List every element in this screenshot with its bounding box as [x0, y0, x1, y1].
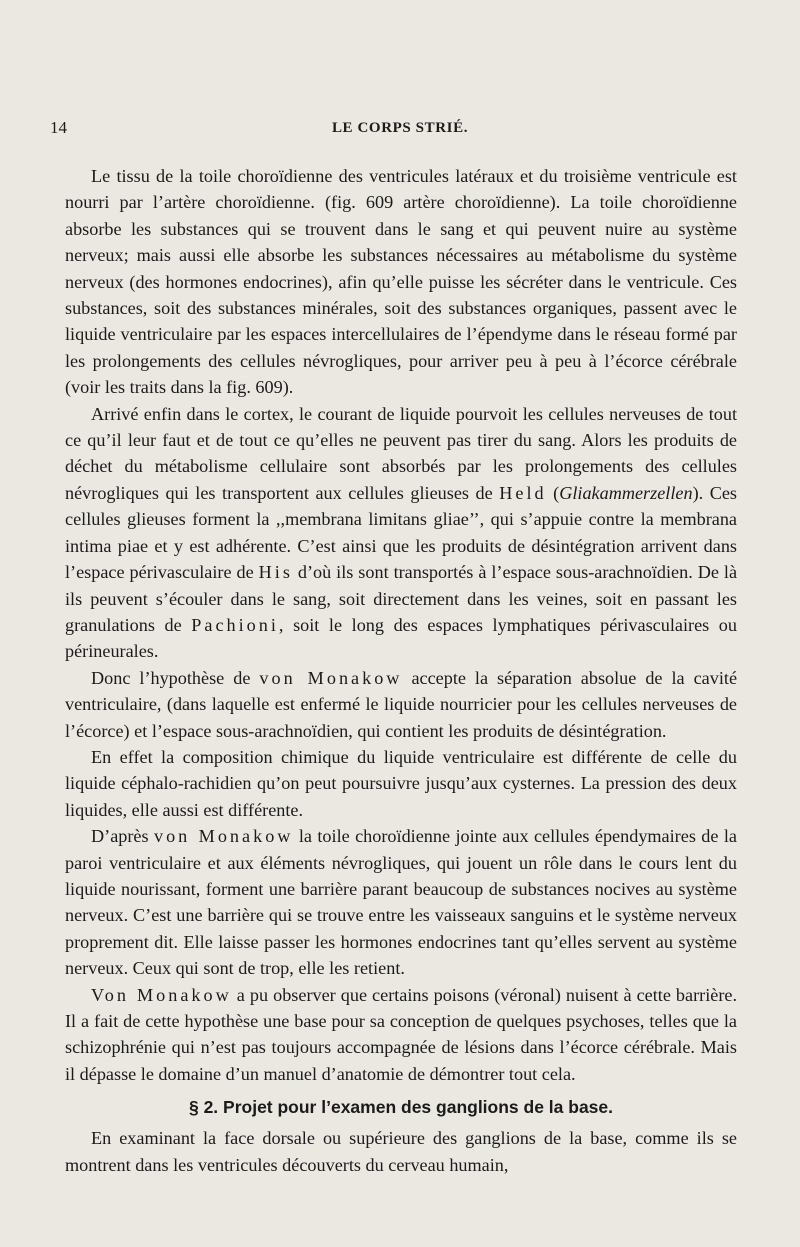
author-name-pachioni: Pachioni — [191, 614, 279, 635]
text-run: accepte la séparation absolue de la cavité ventriculaire, (dans laquelle est enfermé le liquide nourricier pour les cellules nerveuses de l’écorce) et l’espace sous-arachnoïdien, qui contient les produits de désintégration. — [65, 667, 738, 741]
paragraph: Le tissu de la toile choroïdienne des ventricules latéraux et du troisième ventricule est nourri par l’artère choroïdienne. (fig. 609 artère choroïdienne). La toile choroïdienne absorbe les substances qui se trouvent dans le sang et qui peuvent nuire au système nerveux; mais aussi elle absorbe les substances nécessaires au métabolisme du système nerveux (des hormones endocrines), afin qu’elle puisse les sécréter dans le ventricule. Ces substances, soit des substances minérales, soit des substances organiques, passent avec le liquide ventriculaire par les espaces intercellulaires de l’épendyme dans le réseau formé par les prolongements des cellules névrogliques, pour arriver peu à peu à l’écorce cérébrale (voir les traits dans la fig. 609). — [65, 166, 737, 398]
author-name-monakow: Von Monakow — [91, 984, 232, 1005]
text-run: Donc l’hypothèse de — [91, 667, 251, 688]
term-gliakammerzellen: Gliakammerzellen — [559, 482, 693, 503]
text-run: , soit le long des espaces lymphatiques périvasculaires ou périneurales. — [65, 614, 737, 662]
text-run: a pu observer que certains poisons (véronal) nuisent à cette barrière. Il a fait de cette hypothèse une base pour sa conception de quelques psychoses, telles que la schizophrénie qui n’est pas toujours accompagnée de lésions dans l’écorce cérébrale. Mais il dépasse le domaine d’un manuel d’anatomie de démontrer tout cela. — [65, 984, 738, 1084]
paragraph: Arrivé enfin dans le cortex, le courant de liquide pourvoit les cellules nerveuses de tout ce qu’il leur faut et de tout ce qu’elles ne peuvent pas tirer du sang. Alors les produits de déchet du métabolisme cellulaire sont absorbés par les prolongements des cellules névrogliques qui les transportent aux cellules glieuses de Held (Gliakammerzellen). Ces cellules glieuses forment la ,,membrana limitans gliae’’, qui s’appuie contre la membrana intima piae et y est adhérente. C’est ainsi que les produits de désintégration arrivent dans l’espace périvasculaire de His d’où ils sont transportés à l’espace sous-arachnoïdien. De là ils peuvent s’écouler dans le sang, soit directement dans les veines, soit en passant les granulations de Pachioni, soit le long des espaces lymphatiques périvasculaires ou périneurales. — [65, 403, 738, 662]
author-name-monakow: von Monakow — [259, 667, 403, 688]
author-name-his: His — [258, 562, 293, 583]
text-run: la toile choroïdienne jointe aux cellules épendymaires de la paroi ventriculaire et aux éléments névrogliques, qui jouent un rôle dans le cours lent du liquide nourissant, forment une barrière parant beaucoup de substances nocives au système nerveux. C’est une barrière qui se trouve entre les vaisseaux sanguins et le système nerveux proprement dit. Elle laisse passer les hormones endocrines tant qu’elles servent au système nerveux. Ceux qui sont de trop, elle les retient. — [65, 826, 737, 979]
page-number: 14 — [50, 118, 67, 137]
paragraph: En examinant la face dorsale ou supérieure des ganglions de la base, comme ils se montrent dans les ventricules découverts du cerveau humain, — [65, 1128, 737, 1175]
paragraph — [65, 665, 737, 744]
text-run: d’où ils sont transportés à l’espace sous-arachnoïdien. De là ils peuvent s’écouler dans le sang, soit directement dans les veines, soit en passant les granulations de — [65, 562, 738, 635]
paragraph: En effet la composition chimique du liquide ventriculaire est différente de celle du liquide céphalo-rachidien qu’on peut poursuivre jusqu’aux cysternes. La pression des deux liquides, elle aussi est différente. — [65, 746, 737, 820]
author-name-monakow: von Monakow — [153, 826, 294, 847]
paragraph — [65, 823, 737, 981]
running-head: LE CORPS STRIÉ. — [331, 120, 469, 136]
paragraph — [65, 982, 737, 1088]
text-run: Arrivé enfin dans le cortex, le courant de liquide pourvoit les cellules nerveuses de tout ce qu’il leur faut et de tout ce qu’elles ne peuvent pas tirer du sang. Alors les produits de déchet du métabolisme cellulaire sont absorbés par les prolongements des cellules névrogliques qui les transportent aux cellules glieuses de — [65, 403, 737, 503]
section-heading: § 2. Projet pour l’examen des ganglions de la base. — [188, 1097, 614, 1118]
author-name-held: Held — [499, 482, 547, 503]
body-text — [65, 163, 737, 1178]
text-run: ). Ces cellules glieuses forment la ,,membrana limitans gliae’’, qui s’appuie contre la membrana intima piae et y est adhérente. C’est ainsi que les produits de désintégration arrivent dans l’espace périvasculaire de — [65, 482, 737, 583]
text-run: D’après — [91, 826, 149, 847]
